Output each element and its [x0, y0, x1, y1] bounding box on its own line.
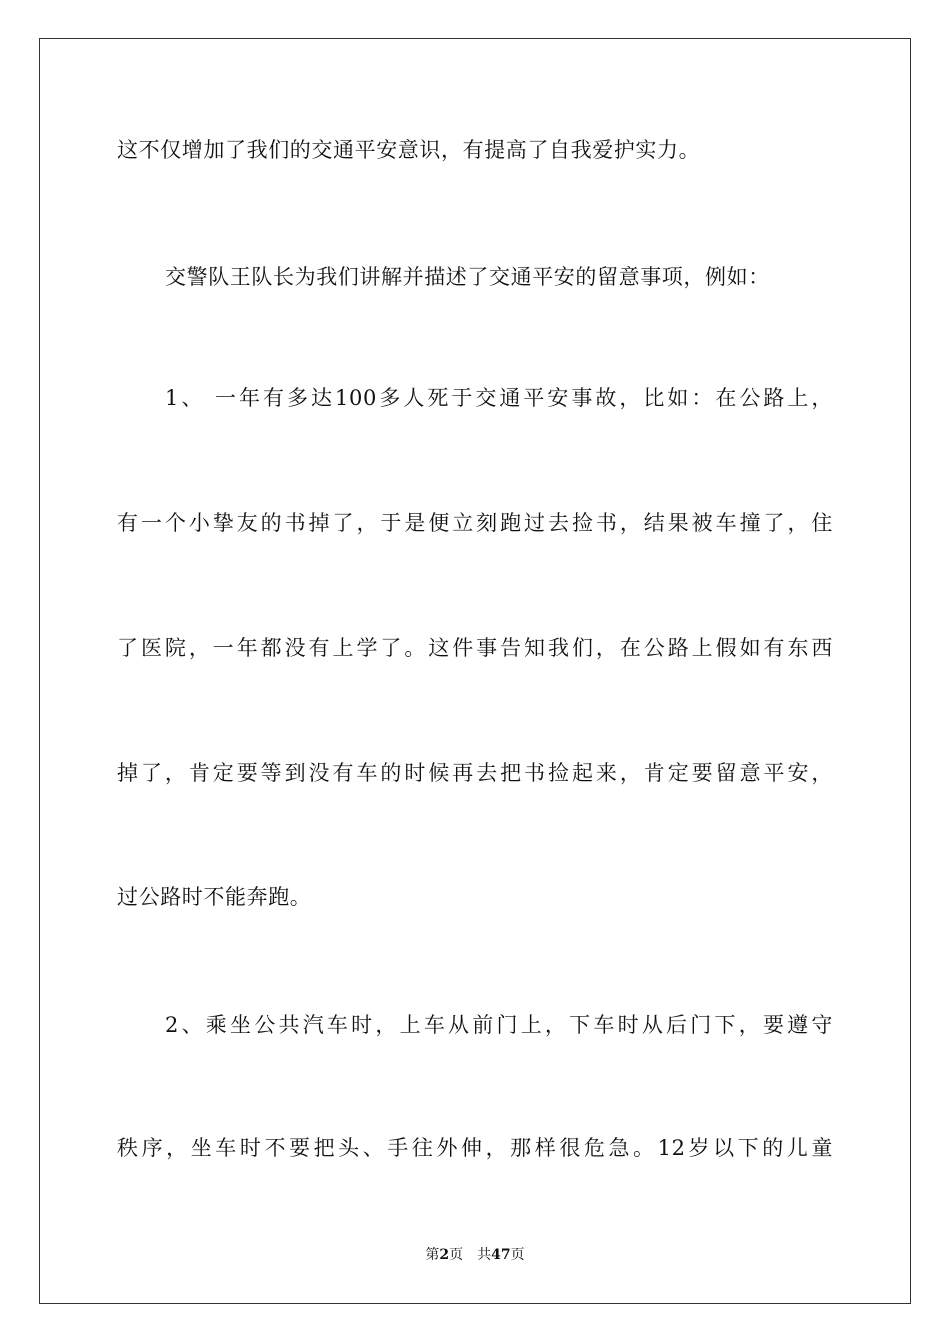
page-frame: [39, 38, 911, 1304]
body-line-5: 了医院，一年都没有上学了。这件事告知我们，在公路上假如有东西: [117, 636, 833, 660]
current-page-number: 2: [439, 1247, 450, 1263]
body-line-6: 掉了，肯定要等到没有车的时候再去把书捡起来，肯定要留意平安，: [117, 761, 833, 785]
page-suffix: 页: [449, 1247, 464, 1263]
body-line-4: 有一个小挚友的书掉了，于是便立刻跑过去捡书，结果被车撞了，住: [117, 511, 833, 535]
body-line-2: 交警队王队长为我们讲解并描述了交通平安的留意事项，例如：: [165, 265, 770, 289]
body-line-9: 秩序，坐车时不要把头、手往外伸，那样很危急。12岁以下的儿童: [117, 1136, 833, 1160]
total-suffix: 页: [510, 1247, 525, 1263]
page-prefix: 第: [425, 1247, 440, 1263]
body-line-7: 过公路时不能奔跑。: [117, 885, 312, 909]
page-footer: [0, 1245, 950, 1265]
body-line-3: 1、 一年有多达100多人死于交通平安事故，比如：在公路上，: [165, 386, 833, 410]
body-line-1: 这不仅增加了我们的交通平安意识，有提高了自我爱护实力。: [117, 138, 701, 162]
total-page-number: 47: [491, 1247, 511, 1263]
total-prefix: 共: [477, 1247, 492, 1263]
body-line-8: 2、乘坐公共汽车时，上车从前门上，下车时从后门下，要遵守: [165, 1013, 833, 1037]
